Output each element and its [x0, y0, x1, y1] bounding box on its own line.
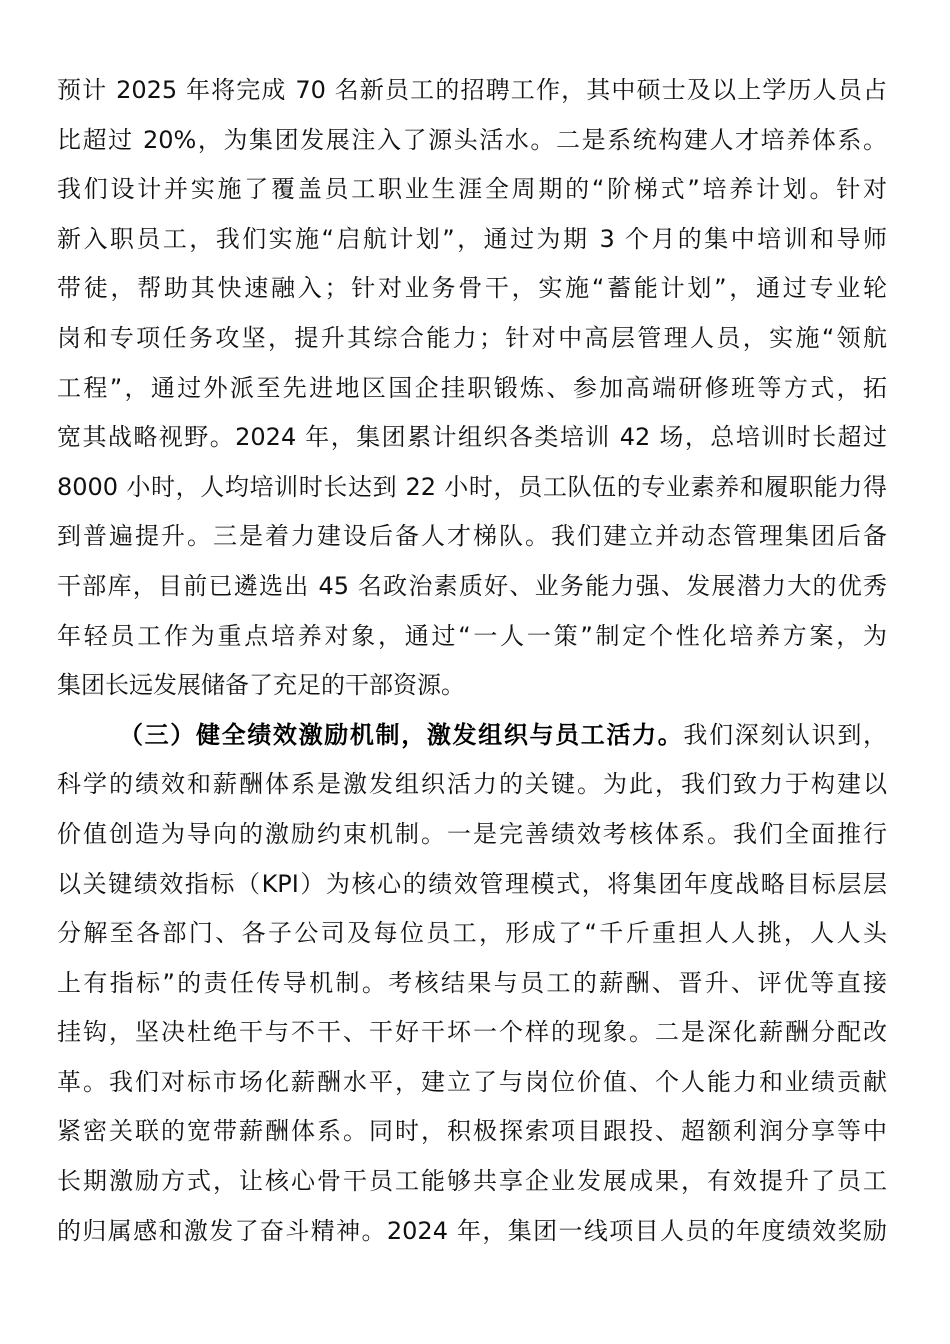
text-line: 分解至各部门、各子公司及每位员工，形成了“千斤重担人人挑，人人头	[57, 919, 887, 948]
text-line: 的归属感和激发了奋斗精神。2024 年，集团一线项目人员的年度绩效奖励	[57, 1216, 887, 1245]
paragraph-talent-training	[57, 66, 887, 711]
heading-line-text: 我们深刻认识到，	[683, 720, 888, 749]
text-line: 集团长远发展储备了充足的干部资源。	[57, 671, 465, 700]
text-line: 革。我们对标市场化薪酬水平，建立了与岗位价值、个人能力和业绩贡献	[57, 1067, 887, 1096]
text-line: 到普遍提升。三是着力建设后备人才梯队。我们建立并动态管理集团后备	[57, 522, 887, 551]
text-line: 价值创造为导向的激励约束机制。一是完善绩效考核体系。我们全面推行	[57, 819, 887, 848]
text-line: 比超过 20%，为集团发展注入了源头活水。二是系统构建人才培养体系。	[57, 125, 887, 154]
text-line: 上有指标”的责任传导机制。考核结果与员工的薪酬、晋升、评优等直接	[57, 968, 887, 997]
section-heading-line	[57, 711, 887, 761]
text-line: 挂钩，坚决杜绝干与不干、干好干坏一个样的现象。二是深化薪酬分配改	[57, 1018, 887, 1047]
text-line: 带徒，帮助其快速融入；针对业务骨干，实施“蓄能计划”，通过专业轮	[57, 274, 887, 303]
text-line: 以关键绩效指标（KPI）为核心的绩效管理模式，将集团年度战略目标层层	[57, 869, 887, 898]
text-line: 长期激励方式，让核心骨干员工能够共享企业发展成果，有效提升了员工	[57, 1167, 887, 1196]
section-heading: （三）健全绩效激励机制，激发组织与员工活力。	[119, 720, 684, 749]
text-line: 新入职员工，我们实施“启航计划”，通过为期 3 个月的集中培训和导师	[57, 224, 887, 253]
document-body	[57, 66, 887, 1256]
text-line: 8000 小时，人均培训时长达到 22 小时，员工队伍的专业素养和履职能力得	[57, 472, 887, 501]
text-line: 紧密关联的宽带薪酬体系。同时，积极探索项目跟投、超额利润分享等中	[57, 1117, 887, 1146]
text-line: 我们设计并实施了覆盖员工职业生涯全周期的“阶梯式”培养计划。针对	[57, 175, 887, 204]
text-line: 年轻员工作为重点培养对象，通过“一人一策”制定个性化培养方案，为	[57, 621, 887, 650]
text-line: 岗和专项任务攻坚，提升其综合能力；针对中高层管理人员，实施“领航	[57, 323, 887, 352]
text-line: 宽其战略视野。2024 年，集团累计组织各类培训 42 场，总培训时长超过	[57, 423, 887, 452]
text-line: 干部库，目前已遴选出 45 名政治素质好、业务能力强、发展潜力大的优秀	[57, 571, 887, 600]
text-line: 预计 2025 年将完成 70 名新员工的招聘工作，其中硕士及以上学历人员占	[57, 76, 887, 104]
paragraph-performance-incentives	[57, 711, 887, 1257]
text-line: 工程”，通过外派至先进地区国企挂职锻炼、参加高端研修班等方式，拓	[57, 373, 887, 402]
text-line: 科学的绩效和薪酬体系是激发组织活力的关键。为此，我们致力于构建以	[57, 770, 887, 799]
